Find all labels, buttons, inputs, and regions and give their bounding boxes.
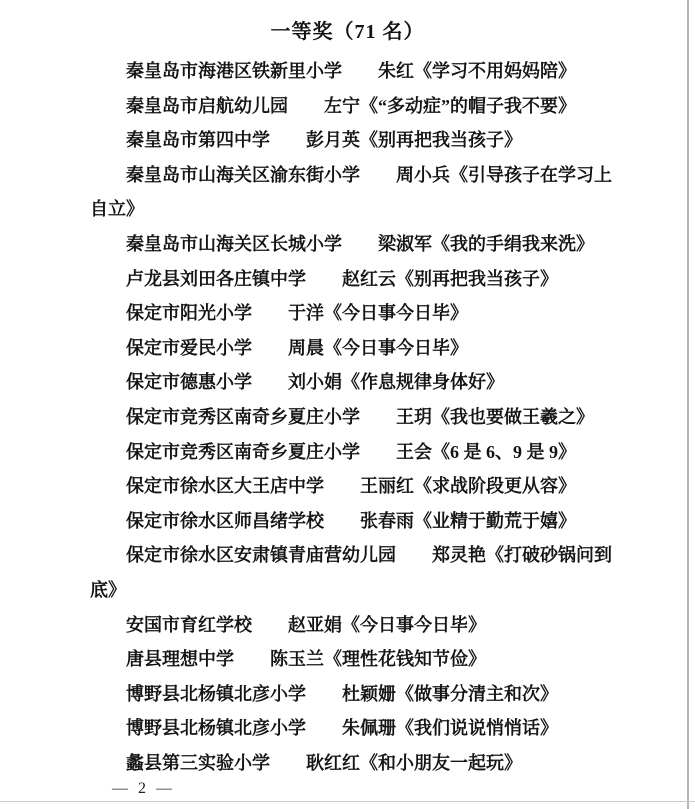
award-entry bbox=[90, 504, 623, 539]
entry-winner-name: 王丽红 bbox=[360, 476, 414, 497]
entry-work-title: 《理性花钱知节俭》 bbox=[324, 649, 486, 670]
entry-work-title: 《今日事今日毕》 bbox=[324, 337, 468, 358]
entry-work-title: 《我的手绢我来洗》 bbox=[432, 233, 594, 254]
entry-school: 博野县北杨镇北彦小学 bbox=[126, 718, 306, 739]
entry-winner-name: 王玥 bbox=[396, 406, 432, 427]
entry-school: 秦皇岛市启航幼儿园 bbox=[126, 95, 288, 116]
award-entry bbox=[90, 642, 623, 677]
entry-school: 保定市爱民小学 bbox=[126, 337, 252, 358]
award-entry bbox=[90, 400, 623, 435]
page-title: 一等奖（71 名） bbox=[270, 21, 425, 43]
award-entry bbox=[90, 469, 623, 504]
entry-school: 唐县理想中学 bbox=[126, 649, 234, 670]
award-entry bbox=[90, 296, 623, 331]
entry-work-title: 《做事分清主和次》 bbox=[396, 683, 558, 704]
entry-winner-name: 朱红 bbox=[378, 61, 414, 81]
entry-school: 保定市德惠小学 bbox=[126, 372, 252, 393]
entry-school: 秦皇岛市山海关区长城小学 bbox=[126, 233, 342, 254]
entry-school: 保定市徐水区安肃镇青庙营幼儿园 bbox=[126, 545, 396, 566]
scan-edge-right-line bbox=[687, 0, 689, 809]
award-entry bbox=[90, 365, 623, 400]
entry-school: 秦皇岛市第四中学 bbox=[126, 130, 270, 151]
entry-work-title: 《别再把我当孩子》 bbox=[360, 130, 522, 151]
award-entry bbox=[90, 435, 623, 470]
page-number: — 2 — bbox=[112, 780, 175, 797]
award-entry bbox=[90, 538, 623, 607]
entry-work-title: 《我也要做王羲之》 bbox=[432, 406, 594, 427]
award-entry bbox=[90, 89, 623, 124]
entry-winner-name: 于洋 bbox=[288, 303, 324, 324]
award-entry bbox=[90, 711, 623, 746]
entry-winner-name: 王会 bbox=[396, 441, 432, 462]
entry-winner-name: 梁淑军 bbox=[378, 233, 432, 254]
entry-work-title: 《今日事今日毕》 bbox=[324, 303, 468, 324]
award-entry bbox=[90, 158, 623, 227]
entry-work-title: 《别再把我当孩子》 bbox=[396, 268, 558, 289]
entry-winner-name: 陈玉兰 bbox=[270, 649, 324, 670]
entry-work-title: 《打破砂锅问到底》 bbox=[90, 545, 612, 600]
award-entry bbox=[90, 262, 623, 297]
entry-work-title: 《6 是 6、9 是 9》 bbox=[432, 441, 576, 462]
entry-school: 安国市育红学校 bbox=[126, 614, 252, 635]
entry-work-title: 《和小朋友一起玩》 bbox=[360, 752, 522, 773]
entry-winner-name: 刘小娟 bbox=[288, 372, 342, 393]
award-entry bbox=[90, 677, 623, 712]
award-entry bbox=[90, 331, 623, 366]
entry-work-title: 《引导孩子在学习上自立》 bbox=[90, 164, 612, 220]
entry-winner-name: 朱佩珊 bbox=[342, 718, 396, 739]
entry-school: 秦皇岛市海港区铁新里小学 bbox=[126, 61, 342, 81]
entry-work-title: 《业精于勤荒于嬉》 bbox=[414, 510, 576, 531]
entry-winner-name: 张春雨 bbox=[360, 510, 414, 531]
entry-school: 保定市徐水区师昌绪学校 bbox=[126, 510, 324, 531]
award-entry bbox=[90, 608, 623, 643]
entry-winner-name: 周小兵 bbox=[396, 164, 450, 185]
entry-school: 保定市徐水区大王店中学 bbox=[126, 476, 324, 497]
entry-winner-name: 左宁 bbox=[324, 95, 360, 116]
scan-edge-bottom-line bbox=[0, 801, 695, 802]
entry-winner-name: 彭月英 bbox=[306, 130, 360, 151]
entry-school: 保定市竞秀区南奇乡夏庄小学 bbox=[126, 406, 360, 427]
entry-school: 保定市竞秀区南奇乡夏庄小学 bbox=[126, 441, 360, 462]
entry-work-title: 《作息规律身体好》 bbox=[342, 372, 504, 393]
entry-work-title: 《今日事今日毕》 bbox=[342, 614, 486, 635]
entry-winner-name: 杜颖姗 bbox=[342, 683, 396, 704]
entry-winner-name: 赵亚娟 bbox=[288, 614, 342, 635]
entry-school: 博野县北杨镇北彦小学 bbox=[126, 683, 306, 704]
award-entry bbox=[90, 227, 623, 262]
entry-school: 卢龙县刘田各庄镇中学 bbox=[126, 268, 306, 289]
entry-school: 蠡县第三实验小学 bbox=[126, 752, 270, 773]
award-entry bbox=[90, 54, 623, 89]
entry-winner-name: 周晨 bbox=[288, 337, 324, 358]
entry-winner-name: 耿红红 bbox=[306, 752, 360, 773]
entry-work-title: 《求战阶段更从容》 bbox=[414, 476, 576, 497]
entry-work-title: 《“多动症”的帽子我不要》 bbox=[360, 95, 576, 116]
award-entry bbox=[90, 746, 623, 781]
award-entry bbox=[90, 123, 623, 158]
entry-school: 保定市阳光小学 bbox=[126, 303, 252, 324]
entry-winner-name: 郑灵艳 bbox=[432, 545, 486, 566]
entry-work-title: 《学习不用妈妈陪》 bbox=[414, 61, 576, 81]
entry-winner-name: 赵红云 bbox=[342, 268, 396, 289]
award-list bbox=[90, 54, 623, 780]
entry-work-title: 《我们说说悄悄话》 bbox=[396, 718, 558, 739]
entry-school: 秦皇岛市山海关区渝东街小学 bbox=[126, 164, 360, 185]
